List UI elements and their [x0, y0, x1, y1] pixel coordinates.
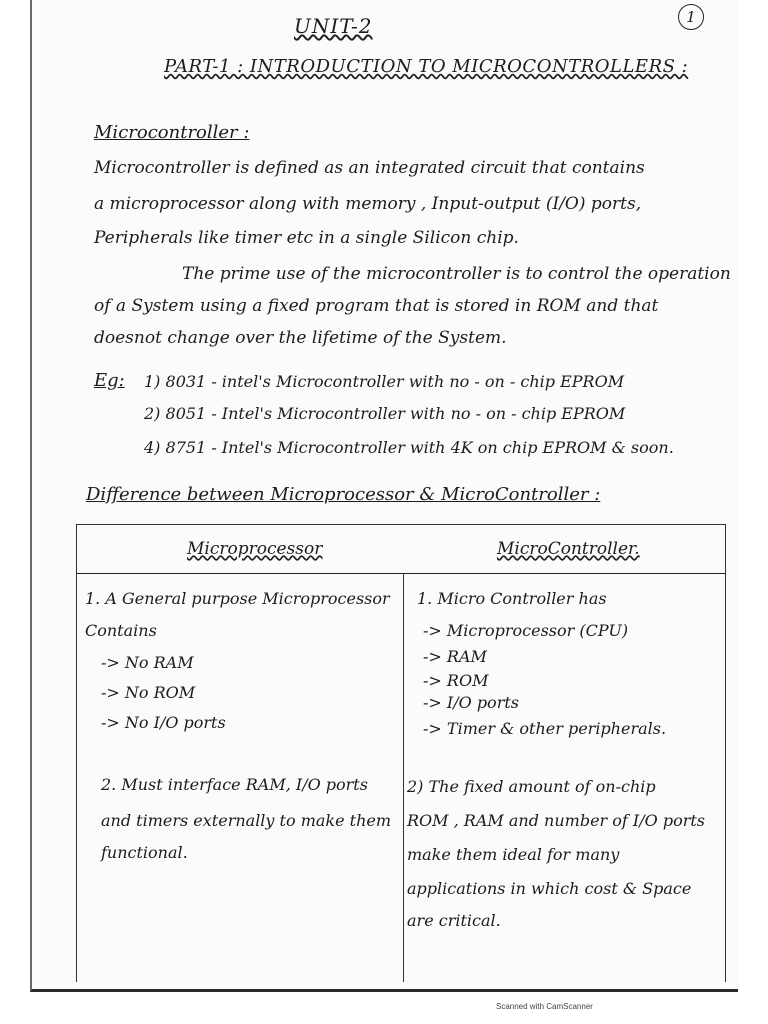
left-cell-line: and timers externally to make them: [101, 811, 392, 830]
part-heading: PART-1 : INTRODUCTION TO MICROCONTROLLERS :: [164, 56, 689, 77]
example-item: 2) 8051 - Intel's Microcontroller with no - on - chip EPROM: [144, 404, 626, 423]
purpose-line: of a System using a fixed program that is stored in ROM and that: [94, 296, 659, 316]
notebook-page: [30, 0, 738, 992]
column-header-microprocessor: Microprocessor: [187, 539, 323, 559]
right-cell-line: are critical.: [407, 911, 501, 930]
section-heading: Microcontroller :: [94, 122, 250, 143]
table-column-divider: [403, 573, 404, 982]
left-cell-line: 2. Must interface RAM, I/O ports: [101, 775, 368, 794]
left-cell-line: Contains: [85, 621, 157, 640]
page-number: 1: [678, 4, 704, 30]
right-cell-line: 2) The fixed amount of on-chip: [407, 777, 656, 796]
right-cell-line: applications in which cost & Space: [407, 879, 692, 898]
definition-line: Microcontroller is defined as an integrated circuit that contains: [94, 158, 645, 178]
right-cell-line: 1. Micro Controller has: [417, 589, 607, 608]
purpose-line: The prime use of the microcontroller is to control the operation: [182, 264, 731, 284]
example-item: 4) 8751 - Intel's Microcontroller with 4K on chip EPROM & soon.: [144, 438, 674, 457]
comparison-table: [76, 524, 726, 982]
table-header-divider: [77, 573, 725, 574]
example-item: 1) 8031 - intel's Microcontroller with no - on - chip EPROM: [144, 372, 625, 391]
left-cell-line: -> No RAM: [101, 653, 194, 672]
purpose-line: doesnot change over the lifetime of the System.: [94, 328, 507, 348]
left-cell-line: -> No ROM: [101, 683, 196, 702]
right-cell-line: -> Microprocessor (CPU): [423, 621, 629, 640]
right-cell-line: make them ideal for many: [407, 845, 620, 864]
difference-heading: Difference between Microprocessor & MicroController :: [86, 484, 601, 505]
unit-title: UNIT-2: [294, 14, 373, 38]
right-cell-line: ROM , RAM and number of I/O ports: [407, 811, 705, 830]
left-cell-line: functional.: [101, 843, 188, 862]
definition-line: a microprocessor along with memory , Input-output (I/O) ports,: [94, 194, 642, 214]
left-cell-line: -> No I/O ports: [101, 713, 226, 732]
column-header-microcontroller: MicroController.: [497, 539, 640, 559]
right-cell-line: -> I/O ports: [423, 693, 519, 712]
definition-line: Peripherals like timer etc in a single Silicon chip.: [94, 228, 519, 248]
scanner-watermark: Scanned with CamScanner: [496, 1002, 593, 1011]
examples-label: Eg:: [94, 370, 125, 391]
right-cell-line: -> RAM: [423, 647, 487, 666]
left-cell-line: 1. A General purpose Microprocessor: [85, 589, 390, 608]
right-cell-line: -> Timer & other peripherals.: [423, 719, 667, 738]
right-cell-line: -> ROM: [423, 671, 489, 690]
